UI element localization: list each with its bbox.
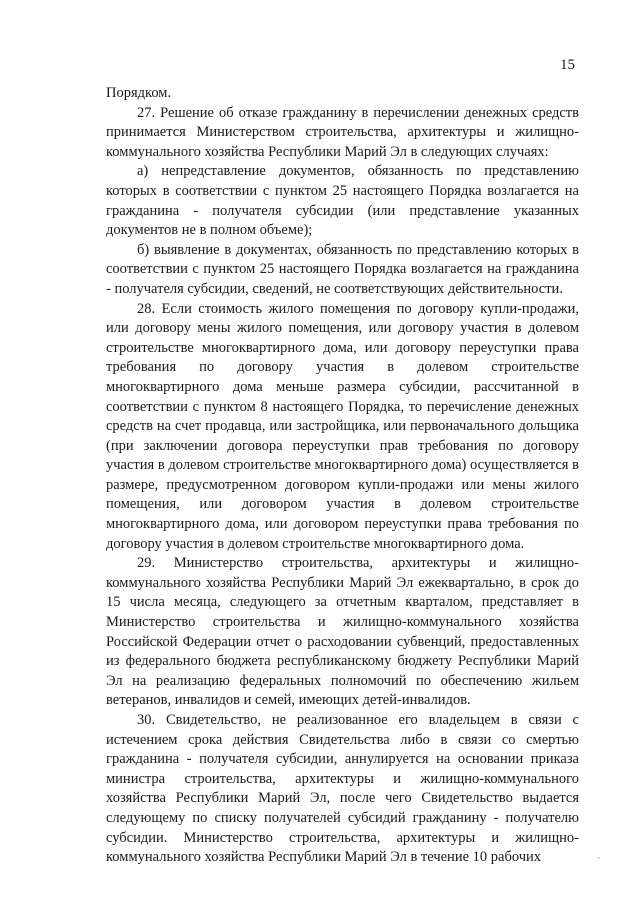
paragraph-subitem-b: б) выявление в документах, обязанность по представлению которых в соответствии с пунктом 25 настоящего Порядка возлагается на гражданина - получателя субсидии, сведений, не соответствующих действительности. — [106, 241, 579, 297]
document-body — [106, 84, 579, 868]
paragraph-item-27: 27. Решение об отказе гражданину в перечислении денежных средств принимается Министерством строительства, архитектуры и жилищно-коммунального хозяйства Республики Марий Эл в следующих случаях: — [106, 104, 579, 160]
page-number: 15 — [560, 57, 575, 73]
paragraph-subitem-a: а) непредставление документов, обязанность по представлению которых в соответствии с пунктом 25 настоящего Порядка возлагается на гражданина - получателя субсидии (или представление указанных документов не в полном объеме); — [106, 163, 579, 239]
scan-speck — [597, 857, 600, 859]
paragraph-continuation: Порядком. — [106, 85, 172, 101]
paragraph-item-29: 29. Министерство строительства, архитектуры и жилищно-коммунального хозяйства Республики Марий Эл ежеквартально, в срок до 15 числа месяца, следующего за отчетным кварталом, представляет в Министерство строительства и жилищно-коммунального хозяйства Российской Федерации отчет о расходовании субвенций, предоставленных из федерального бюджета республиканскому бюджету Республики Марий Эл на реализацию федеральных полномочий по обеспечению жильем ветеранов, инвалидов и семей, имеющих детей-инвалидов. — [106, 555, 579, 709]
paragraph-item-28: 28. Если стоимость жилого помещения по договору купли-продажи, или договору мены жилого помещения, или договору участия в долевом строительстве многоквартирного дома, или договору переуступки права требования по договору участия в долевом строительстве многоквартирного дома меньше размера субсидии, рассчитанной в соответствии с пунктом 8 настоящего Порядка, то перечисление денежных средств на счет продавца, или застройщика, или первоначального дольщика (при заключении договора переуступки прав требования по договору участия в долевом строительстве многоквартирного дома) осуществляется в размере, предусмотренном договором купли-продажи или мены жилого помещения, или договором участия в долевом строительстве многоквартирного дома, или договором переуступки права требования по договору участия в долевом строительстве многоквартирного дома. — [106, 300, 579, 552]
paragraph-item-30: 30. Свидетельство, не реализованное его владельцем в связи с истечением срока действия Свидетельства либо в связи со смертью гражданина - получателя субсидии, аннулируется на основании приказа министра строительства, архитектуры и жилищно-коммунального хозяйства Республики Марий Эл, после чего Свидетельство выдается следующему по списку получателей субсидий гражданину - получателю субсидии. Министерство строительства, архитектуры и жилищно-коммунального хозяйства Республики Марий Эл в течение 10 рабочих — [106, 712, 579, 866]
